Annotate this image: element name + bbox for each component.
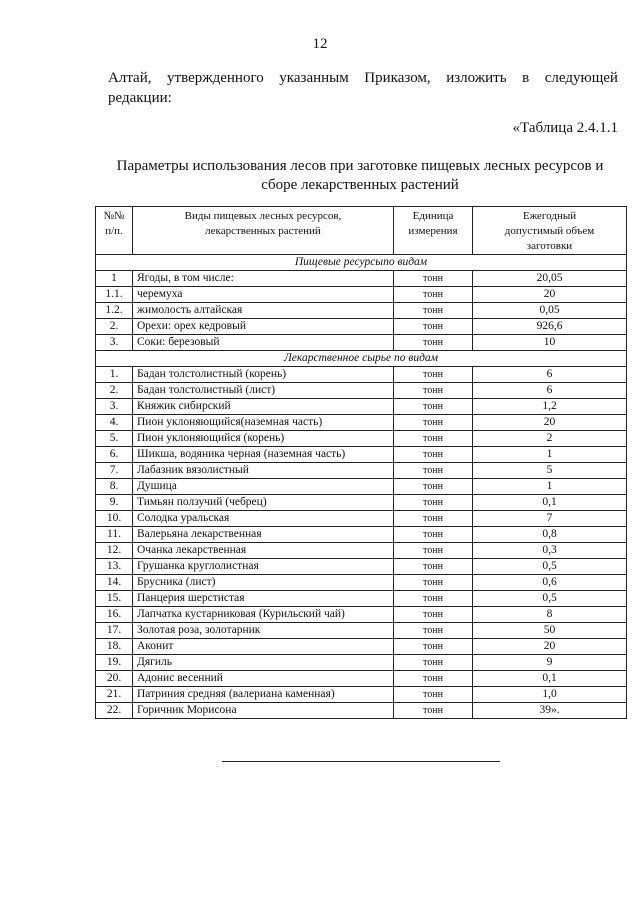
header-unit-line: Единица [412, 210, 454, 222]
row-volume-cell: 5 [473, 463, 627, 479]
row-unit-cell: тонн [394, 463, 473, 479]
row-unit-cell: тонн [394, 687, 473, 703]
row-number-cell: 13. [96, 559, 133, 575]
row-number-cell: 1. [96, 367, 133, 383]
row-name-cell: Солодка уральская [133, 511, 394, 527]
row-unit-cell: тонн [394, 303, 473, 319]
table-row [96, 671, 627, 687]
intro-word: утвержденного [167, 70, 264, 86]
table-row [96, 335, 627, 351]
row-name-cell: Валерьяна лекарственная [133, 527, 394, 543]
row-number-cell: 12. [96, 543, 133, 559]
row-number-cell: 6. [96, 447, 133, 463]
header-num-line: №№ [103, 210, 125, 222]
section-title: Лекарственное сырье по видам [96, 351, 627, 367]
row-volume-cell: 9 [473, 655, 627, 671]
row-unit-cell: тонн [394, 319, 473, 335]
table-row [96, 543, 627, 559]
row-number-cell: 7. [96, 463, 133, 479]
table-row [96, 575, 627, 591]
row-unit-cell: тонн [394, 511, 473, 527]
page-number: 12 [312, 36, 328, 52]
intro-line-1 [108, 68, 618, 88]
row-number-cell: 15. [96, 591, 133, 607]
row-number-cell: 21. [96, 687, 133, 703]
section-header-row [96, 351, 627, 367]
row-number-cell: 2. [96, 319, 133, 335]
intro-word: Алтай, [108, 70, 152, 86]
footer-divider-line [222, 761, 500, 762]
intro-line-2: редакции: [108, 90, 172, 106]
header-unit-line: измерения [408, 225, 458, 237]
intro-word: в [522, 70, 530, 86]
row-name-cell: Золотая роза, золотарник [133, 623, 394, 639]
row-volume-cell: 1,2 [473, 399, 627, 415]
row-unit-cell: тонн [394, 399, 473, 415]
row-number-cell: 1.1. [96, 287, 133, 303]
row-volume-cell: 0,5 [473, 559, 627, 575]
row-number-cell: 5. [96, 431, 133, 447]
row-volume-cell: 8 [473, 607, 627, 623]
row-volume-cell: 0,6 [473, 575, 627, 591]
table-row [96, 319, 627, 335]
row-number-cell: 8. [96, 479, 133, 495]
table-row [96, 447, 627, 463]
row-name-cell: жимолость алтайская [133, 303, 394, 319]
row-volume-cell: 2 [473, 431, 627, 447]
row-volume-cell: 1 [473, 447, 627, 463]
row-name-cell: Душица [133, 479, 394, 495]
row-name-cell: Грушанка круглолистная [133, 559, 394, 575]
row-unit-cell: тонн [394, 271, 473, 287]
intro-word: указанным [279, 70, 349, 86]
section-title: Пищевые ресурсыпо видам [96, 255, 627, 271]
row-number-cell: 2. [96, 383, 133, 399]
table-row [96, 495, 627, 511]
row-volume-cell: 10 [473, 335, 627, 351]
table-row [96, 367, 627, 383]
intro-paragraph [108, 68, 618, 108]
row-name-cell: Горичник Морисона [133, 703, 394, 719]
row-number-cell: 17. [96, 623, 133, 639]
row-unit-cell: тонн [394, 415, 473, 431]
table-row [96, 687, 627, 703]
row-name-cell: Бадан толстолистный (корень) [133, 367, 394, 383]
row-name-cell: Лабазник вязолистный [133, 463, 394, 479]
row-name-cell: Пион уклоняющийся (корень) [133, 431, 394, 447]
header-volume-line: Ежегодный [522, 210, 577, 222]
row-unit-cell: тонн [394, 543, 473, 559]
row-number-cell: 16. [96, 607, 133, 623]
caption-line-1: Параметры использования лесов при заготовке пищевых лесных ресурсов и [116, 158, 604, 174]
row-unit-cell: тонн [394, 527, 473, 543]
row-volume-cell: 39». [473, 703, 627, 719]
table-row [96, 303, 627, 319]
row-volume-cell: 7 [473, 511, 627, 527]
row-number-cell: 1.2. [96, 303, 133, 319]
row-number-cell: 19. [96, 655, 133, 671]
row-unit-cell: тонн [394, 495, 473, 511]
table-row [96, 655, 627, 671]
row-unit-cell: тонн [394, 479, 473, 495]
header-unit [394, 207, 473, 255]
table-row [96, 399, 627, 415]
row-number-cell: 3. [96, 399, 133, 415]
row-number-cell: 11. [96, 527, 133, 543]
row-number-cell: 3. [96, 335, 133, 351]
row-name-cell: Соки: березовый [133, 335, 394, 351]
header-volume-line: допустимый объем [504, 225, 595, 237]
row-number-cell: 22. [96, 703, 133, 719]
row-unit-cell: тонн [394, 383, 473, 399]
table-row [96, 607, 627, 623]
header-name-line: лекарственных растений [205, 225, 321, 237]
table-row [96, 415, 627, 431]
row-unit-cell: тонн [394, 703, 473, 719]
table-row [96, 287, 627, 303]
row-unit-cell: тонн [394, 671, 473, 687]
row-unit-cell: тонн [394, 575, 473, 591]
table-row [96, 511, 627, 527]
table-body [96, 255, 627, 719]
row-unit-cell: тонн [394, 591, 473, 607]
row-unit-cell: тонн [394, 559, 473, 575]
row-name-cell: Княжик сибирский [133, 399, 394, 415]
row-name-cell: Ягоды, в том числе: [133, 271, 394, 287]
row-volume-cell: 0,5 [473, 591, 627, 607]
resources-table [95, 206, 627, 719]
row-number-cell: 20. [96, 671, 133, 687]
table-row [96, 463, 627, 479]
table-row [96, 271, 627, 287]
row-number-cell: 14. [96, 575, 133, 591]
row-volume-cell: 20 [473, 415, 627, 431]
table-row [96, 623, 627, 639]
section-header-row [96, 255, 627, 271]
header-name-line: Виды пищевых лесных ресурсов, [184, 210, 342, 222]
table-caption [95, 157, 625, 195]
row-name-cell: Дягиль [133, 655, 394, 671]
row-volume-cell: 6 [473, 367, 627, 383]
table-row [96, 479, 627, 495]
row-unit-cell: тонн [394, 607, 473, 623]
row-volume-cell: 1,0 [473, 687, 627, 703]
row-volume-cell: 0,05 [473, 303, 627, 319]
row-name-cell: Панцерия шерстистая [133, 591, 394, 607]
header-volume-line: заготовки [526, 240, 573, 252]
row-number-cell: 18. [96, 639, 133, 655]
header-volume [473, 207, 627, 255]
table-row [96, 383, 627, 399]
row-name-cell: Бадан толстолистный (лист) [133, 383, 394, 399]
row-unit-cell: тонн [394, 447, 473, 463]
intro-word: Приказом, [364, 70, 431, 86]
table-row [96, 527, 627, 543]
header-name [133, 207, 394, 255]
row-unit-cell: тонн [394, 367, 473, 383]
row-volume-cell: 926,6 [473, 319, 627, 335]
row-name-cell: Аконит [133, 639, 394, 655]
row-name-cell: Шикша, водяника черная (наземная часть) [133, 447, 394, 463]
table-row [96, 431, 627, 447]
table-label: «Таблица 2.4.1.1 [512, 120, 618, 136]
intro-word: следующей [544, 70, 618, 86]
row-unit-cell: тонн [394, 655, 473, 671]
header-num-line: п/п. [105, 225, 123, 237]
row-name-cell: Пион уклоняющийся(наземная часть) [133, 415, 394, 431]
row-volume-cell: 1 [473, 479, 627, 495]
row-volume-cell: 20,05 [473, 271, 627, 287]
table-row [96, 639, 627, 655]
row-volume-cell: 0,3 [473, 543, 627, 559]
row-name-cell: Орехи: орех кедровый [133, 319, 394, 335]
row-unit-cell: тонн [394, 431, 473, 447]
row-volume-cell: 20 [473, 287, 627, 303]
row-name-cell: Тимьян ползучий (чебрец) [133, 495, 394, 511]
row-unit-cell: тонн [394, 639, 473, 655]
table-row [96, 591, 627, 607]
row-volume-cell: 50 [473, 623, 627, 639]
row-name-cell: Адонис весенний [133, 671, 394, 687]
row-name-cell: Очанка лекарственная [133, 543, 394, 559]
row-number-cell: 9. [96, 495, 133, 511]
row-volume-cell: 0,1 [473, 495, 627, 511]
caption-line-2: сборе лекарственных растений [261, 177, 459, 193]
row-number-cell: 4. [96, 415, 133, 431]
row-number-cell: 1 [96, 271, 133, 287]
row-name-cell: черемуха [133, 287, 394, 303]
header-num [96, 207, 133, 255]
row-volume-cell: 6 [473, 383, 627, 399]
row-name-cell: Лапчатка кустарниковая (Курильский чай) [133, 607, 394, 623]
row-unit-cell: тонн [394, 335, 473, 351]
table-header-row [96, 207, 627, 255]
table-row [96, 703, 627, 719]
intro-word: изложить [446, 70, 507, 86]
row-volume-cell: 0,8 [473, 527, 627, 543]
row-unit-cell: тонн [394, 623, 473, 639]
row-volume-cell: 20 [473, 639, 627, 655]
row-name-cell: Патриния средняя (валериана каменная) [133, 687, 394, 703]
row-name-cell: Брусника (лист) [133, 575, 394, 591]
row-unit-cell: тонн [394, 287, 473, 303]
row-volume-cell: 0,1 [473, 671, 627, 687]
row-number-cell: 10. [96, 511, 133, 527]
table-row [96, 559, 627, 575]
